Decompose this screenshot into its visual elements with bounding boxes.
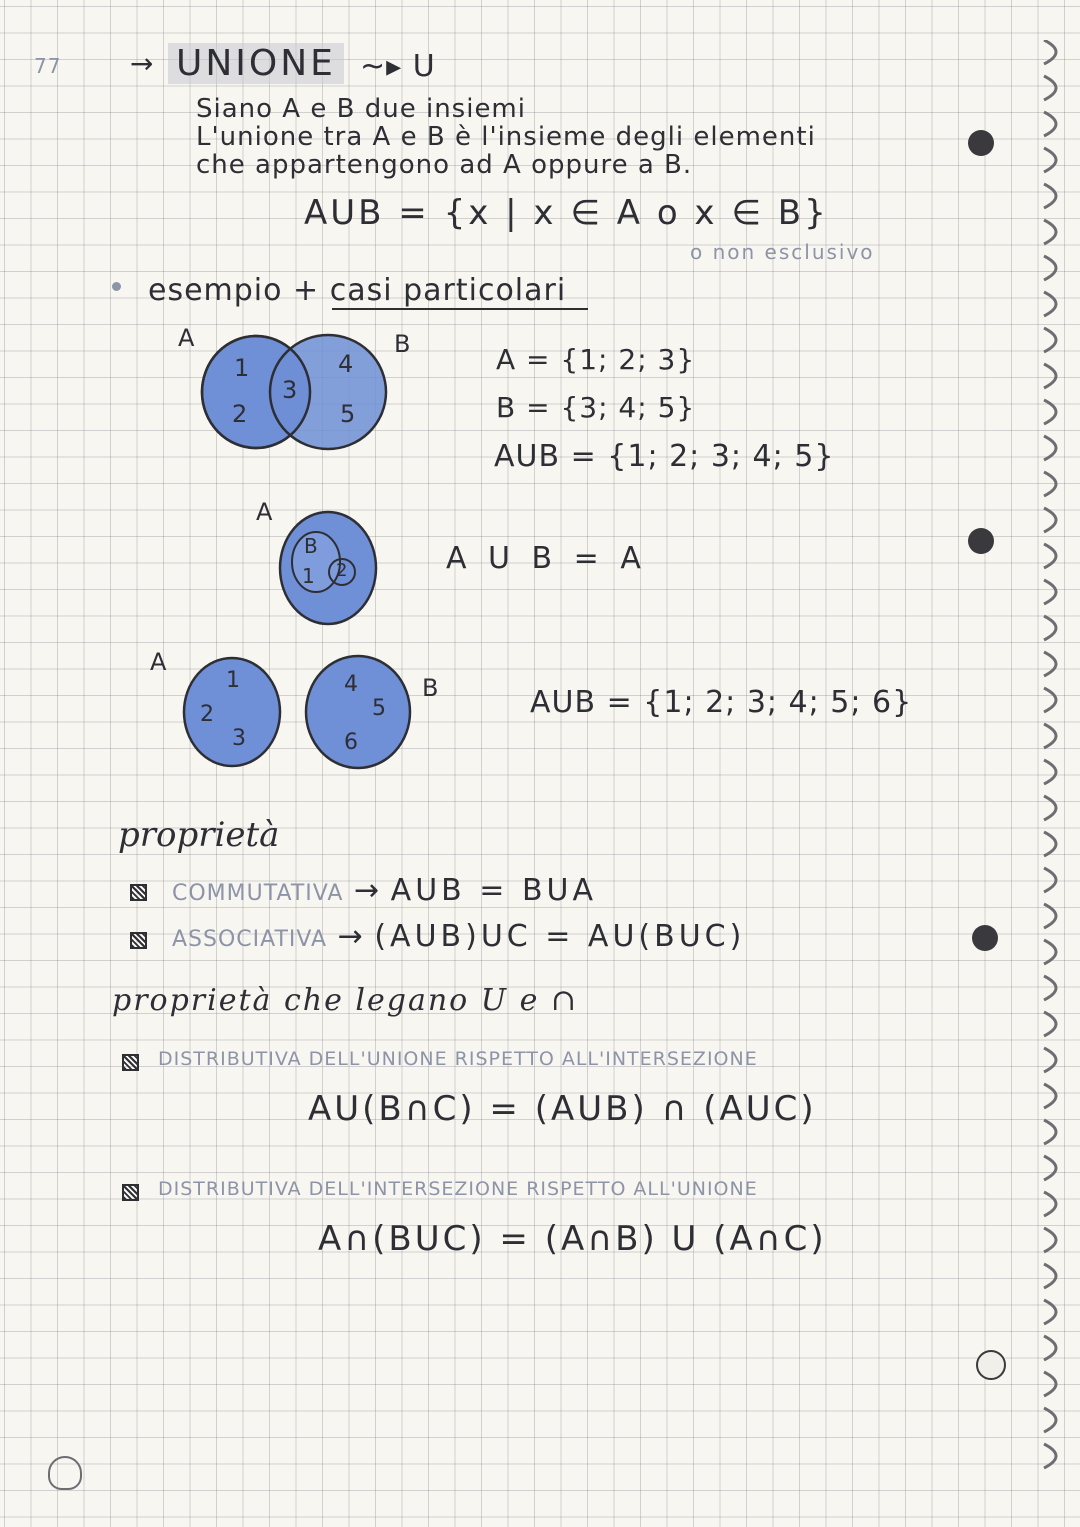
- venn1-b-element: 4: [338, 350, 355, 378]
- property-formula: AUB = BUA: [390, 873, 598, 908]
- definition-line-3: che appartengono ad A oppure a B.: [196, 150, 693, 180]
- distributive-intersection-name: DISTRIBUTIVA DELL'INTERSEZIONE RISPETTO ALL'UNIONE: [158, 1178, 758, 1200]
- checkbox-marker: [130, 884, 147, 901]
- property-name: COMMUTATIVA: [172, 881, 344, 906]
- venn2-label-a: A: [256, 498, 274, 526]
- venn3-label-a: A: [150, 648, 168, 676]
- example-heading: esempio + casi particolari: [148, 273, 567, 308]
- checkbox-marker: [122, 1054, 139, 1071]
- venn3-a-element: 3: [232, 726, 247, 751]
- title-symbol: ~▸ U: [360, 49, 436, 84]
- definition-line-1: Siano A e B due insiemi: [196, 94, 526, 124]
- venn2-element-1: 1: [302, 564, 316, 588]
- union-result-2: A U B = A: [446, 541, 647, 576]
- venn3-a-element: 1: [226, 668, 241, 693]
- distributive-union-formula: AU(B∩C) = (AUB) ∩ (AUC): [308, 1089, 817, 1129]
- venn1-label-a: A: [178, 324, 196, 352]
- union-result-1: AUB = {1; 2; 3; 4; 5}: [494, 439, 835, 474]
- venn2-label-b: B: [304, 534, 319, 558]
- checkbox-marker: [130, 932, 147, 949]
- venn1-label-b: B: [394, 330, 412, 358]
- venn3-label-b: B: [422, 674, 440, 702]
- set-a-definition: A = {1; 2; 3}: [496, 343, 696, 376]
- venn3-b-element: 6: [344, 730, 359, 755]
- venn-case-2: [280, 512, 376, 624]
- distributive-union-name: DISTRIBUTIVA DELL'UNIONE RISPETTO ALL'INTERSEZIONE: [158, 1048, 758, 1070]
- checkbox-marker: [122, 1184, 139, 1201]
- venn2-element-2: 2: [336, 560, 349, 581]
- linking-properties-heading: proprietà che legano U e ∩: [112, 983, 578, 1018]
- title-arrow: →: [130, 47, 155, 80]
- page-title-text: UNIONE: [168, 43, 344, 84]
- property-arrow: →: [353, 873, 381, 908]
- venn1-b-element: 5: [340, 400, 357, 428]
- property-name: ASSOCIATIVA: [172, 927, 328, 952]
- flower-doodle-icon: [48, 1456, 82, 1490]
- venn3-b-element: 4: [344, 672, 359, 697]
- union-definition-formula: AUB = {x | x ∈ A o x ∈ B}: [304, 193, 829, 233]
- page-number: 77: [34, 54, 62, 78]
- property-arrow: →: [337, 919, 364, 954]
- property-formula: (AUB)UC = AU(BUC): [374, 919, 746, 954]
- venn1-a-element: 2: [232, 400, 249, 428]
- venn1-a-element: 1: [234, 354, 251, 382]
- properties-heading: proprietà: [118, 815, 280, 855]
- venn1-common-element: 3: [282, 376, 299, 404]
- union-result-3: AUB = {1; 2; 3; 4; 5; 6}: [530, 685, 913, 720]
- property-commutative: [172, 873, 598, 908]
- set-b-definition: B = {3; 4; 5}: [496, 391, 696, 424]
- property-associative: [172, 919, 746, 954]
- definition-line-2: L'unione tra A e B è l'insieme degli elementi: [196, 122, 816, 152]
- definition-note: o non esclusivo: [690, 240, 875, 264]
- distributive-intersection-formula: A∩(BUC) = (A∩B) U (A∩C): [318, 1219, 827, 1259]
- venn3-b-element: 5: [372, 696, 387, 721]
- venn3-a-element: 2: [200, 702, 215, 727]
